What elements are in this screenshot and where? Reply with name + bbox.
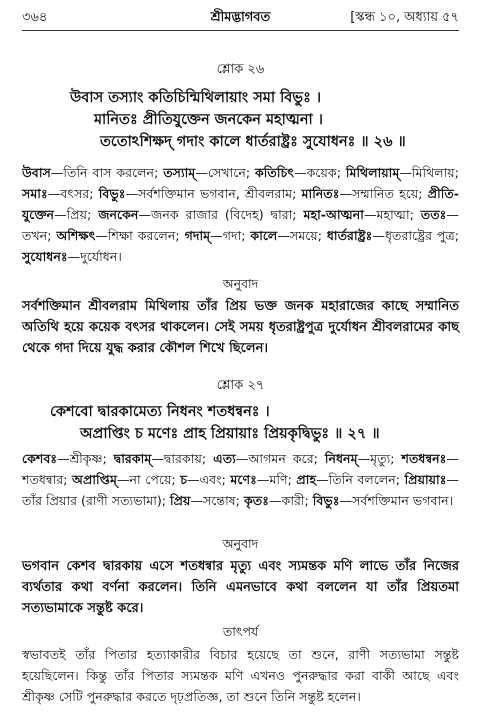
translation-text: সর্বশক্তিমান শ্রীবলরাম মিথিলায় তাঁর প্রিয় ভক্ত জনক মহারাজের কাছে সম্মানিত অতিথি হয়ে কয়েক বৎসর থাকলেন। সেই সময় ধৃতরাষ্ট্রপুত্র দুর্যোধন শ্রীবলরামের কাছ থেকে গদা দিয়ে যুদ্ধ করার কৌশল শিখে ছিলেন। <box>22 299 459 356</box>
wbw-term: অপ্রাপ্তিম্—না পেয়ে; <box>72 472 181 487</box>
translation-27-block <box>22 536 459 619</box>
wbw-term: কালে—সময়ে; <box>250 228 327 243</box>
wbw-term: মণেঃ—মণি; <box>230 472 297 487</box>
verse-line: অপ্রাপ্তিং চ মণেঃ প্রাহ প্রিয়ায়াঃ প্রিয়কৃদ্বিভুঃ ॥ ২৭ ॥ <box>80 426 380 442</box>
purport-heading: তাৎপর্য <box>222 624 259 639</box>
purport-block <box>22 624 459 707</box>
verse-line: মানিতঃ প্রীতিযুক্তেন জনকেন মহাত্মনা । <box>94 112 323 128</box>
word-meanings-27 <box>22 448 459 511</box>
wbw-term: চ—এবং; <box>180 472 231 487</box>
wbw-term: ততঃ—তখন; <box>22 207 459 243</box>
wbw-term: সুযোধনঃ—দুর্যোধন। <box>22 249 122 264</box>
wbw-term: গদাম্—গদা; <box>184 228 251 243</box>
word-meanings-26 <box>22 162 459 267</box>
wbw-term: জনকেন—জনক রাজার (বিদেহ) দ্বারা; <box>98 207 304 222</box>
sloka-heading: শ্লোক ২৬ <box>216 62 265 77</box>
wbw-term: বিভুঃ—সর্বশক্তিমান ভগবান, শ্রীবলরাম; <box>98 186 302 201</box>
sloka-27 <box>22 376 459 445</box>
wbw-term: প্রাহ—তিনি বললেন; <box>296 472 405 487</box>
wbw-term: এত্য—আগমন করে; <box>213 451 325 466</box>
verse-line: উবাস তস্যাং কতিচিন্মিথিলায়াং সমা বিভুঃ । <box>70 90 322 106</box>
wbw-term: শতধন্বনঃ—শতধন্বার; <box>22 451 459 487</box>
wbw-term: বিভুঃ—সর্বশক্তিমান ভগবান। <box>312 493 454 508</box>
wbw-term: নিধনম্—মৃত্যু; <box>324 451 402 466</box>
translation-26-block <box>22 276 459 359</box>
chapter-reference: [স্কন্ধ ১০, অধ্যায় ৫৭ <box>350 10 459 25</box>
wbw-term: প্রিয়ায়াঃ—তাঁর প্রিয়ার (রাণী সত্যভামা); <box>22 472 460 508</box>
page-number: ৩৬৪ <box>22 10 48 25</box>
wbw-term: অশিক্ষৎ—শিক্ষা করলেন; <box>56 228 185 243</box>
purport-text: স্বভাবতই তাঁর পিতার হত্যাকারীর বিচার হয়েছে তা শুনে, রাণী সত্যভামা সন্তুষ্ট হয়েছিলেন। কিন্তু তাঁর পিতার স্যমন্তক মণি এখনও পুনরুদ্ধার করা বাকী আছে এবং শ্রীকৃষ্ণ সেটি পুনরুদ্ধার করতে দৃঢ়প্রতিজ্ঞ, তা শুনে তিনি সন্তুষ্ট হলেন। <box>22 647 459 704</box>
verse-line: কেশবো দ্বারকামেত্য নিধনং শতধন্বনঃ । <box>50 404 270 420</box>
wbw-term: তস্যাম্—সেখানে; <box>163 165 255 180</box>
verse-line: ততোঽশিক্ষদ্ গদাং কালে ধার্তরাষ্ট্রঃ সুযোধনঃ ॥ ২৬ ॥ <box>100 134 406 150</box>
header-rule <box>22 30 459 31</box>
wbw-term: দ্বারকাম্—দ্বারকায়; <box>113 451 214 466</box>
page-header <box>22 8 459 28</box>
wbw-term: মিথিলায়াম্—মিথিলায়; <box>345 165 459 180</box>
wbw-term: ধার্তরাষ্ট্রঃ—ধৃতরাষ্ট্রের পুত্র; <box>326 228 459 243</box>
wbw-term: মানিতঃ—সম্মানিত হয়ে; <box>301 186 428 201</box>
translation-heading: অনুবাদ <box>222 536 259 551</box>
book-title: শ্রীমদ্ভাগবত <box>210 10 271 25</box>
wbw-term: প্রিয়—সন্তোষ; <box>170 493 244 508</box>
sloka-heading: শ্লোক ২৭ <box>216 378 265 393</box>
translation-text: ভগবান কেশব দ্বারকায় এসে শতধন্বার মৃত্যু এবং স্যমন্তক মণি লাভে তাঁর নিজের ব্যর্থতার কথা বর্ণনা করলেন। তিনি এমনভাবে কথা বললেন যা তাঁর প্রিয়তমা সত্যভামাকে সন্তুষ্ট করে। <box>22 559 459 616</box>
wbw-term: কতিচিৎ—কয়েক; <box>255 165 346 180</box>
wbw-term: কেশবঃ—শ্রীকৃষ্ণ; <box>22 451 114 466</box>
wbw-term: উবাস—তিনি বাস করলেন; <box>22 165 164 180</box>
sloka-26 <box>22 60 459 153</box>
wbw-term: সমাঃ—বৎসর; <box>22 186 99 201</box>
translation-heading: অনুবাদ <box>222 276 259 291</box>
wbw-term: প্রীতি-যুক্তেন—প্রিয়; <box>22 186 460 222</box>
wbw-term: মহা-আত্মনা—মহাত্মা; <box>303 207 421 222</box>
wbw-term: কৃতঃ—কারী; <box>243 493 313 508</box>
